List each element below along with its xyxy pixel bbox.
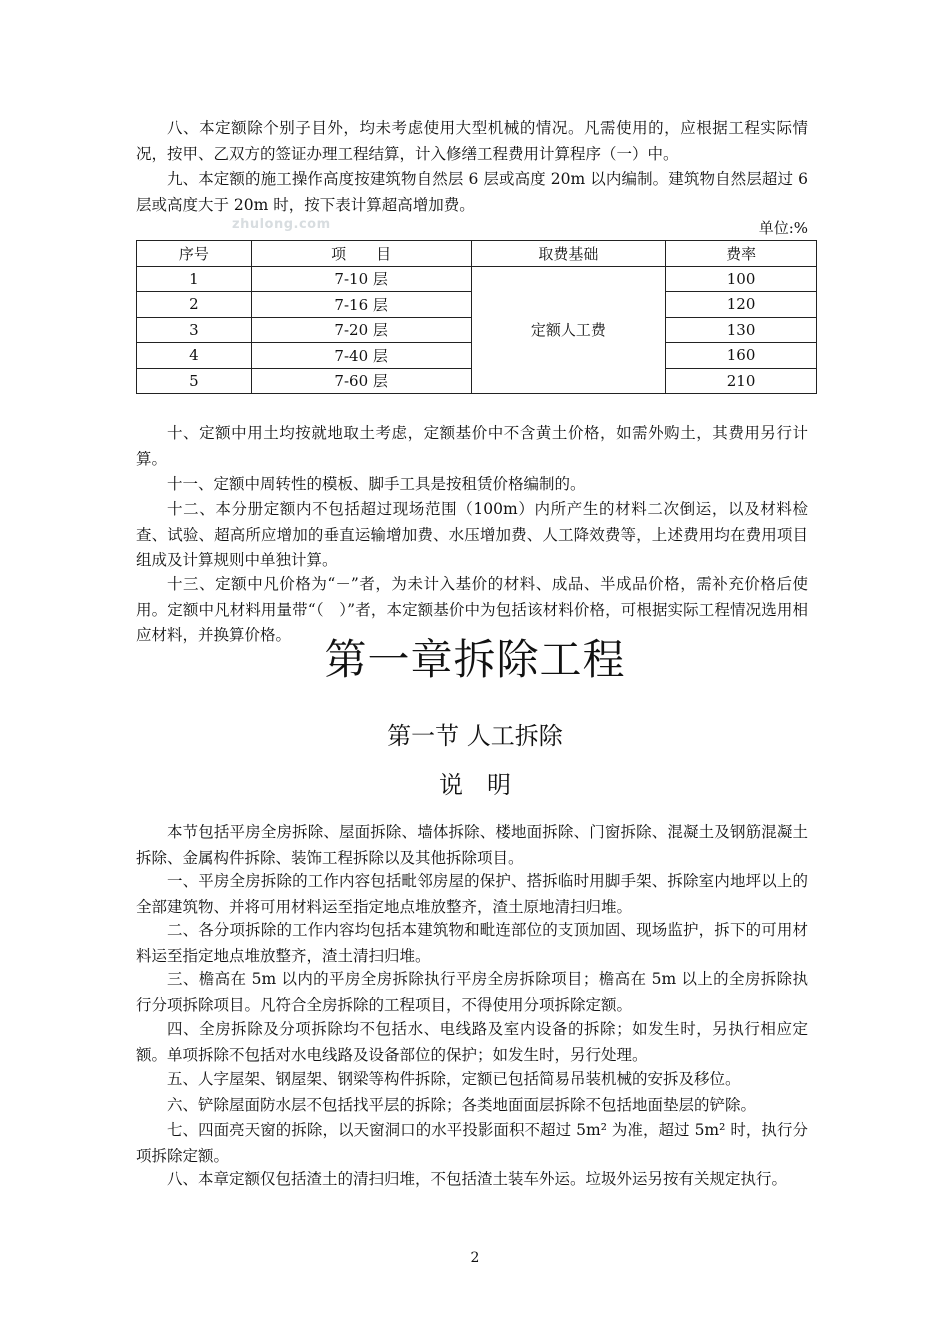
cell-rate: 130 <box>666 317 817 343</box>
cell-item: 7-16 层 <box>251 292 471 318</box>
cell-item: 7-60 层 <box>251 368 471 394</box>
paragraph-10: 十、定额中用土均按就地取土考虑，定额基价中不含黄土价格，如需外购土，其费用另行计算。 <box>136 424 808 468</box>
cell-no: 2 <box>137 292 252 318</box>
watermark: zhulong.com <box>232 217 331 232</box>
chapter-title: 第一章拆除工程 <box>324 635 626 684</box>
cell-no: 4 <box>137 343 252 369</box>
section-title: 第一节 人工拆除 <box>387 722 563 750</box>
cell-no: 3 <box>137 317 252 343</box>
cell-rate: 100 <box>666 266 817 292</box>
cell-basis: 定额人工费 <box>471 266 666 394</box>
rule-7: 七、四面亮天窗的拆除，以天窗洞口的水平投影面积不超过 5m² 为准，超过 5m² 时，执行分项拆除定额。 <box>136 1121 808 1165</box>
header-rate: 费率 <box>666 241 817 267</box>
rule-4: 四、全房拆除及分项拆除均不包括水、电线路及室内设备的拆除；如发生时，另执行相应定额。单项拆除不包括对水电线路及设备部位的保护；如发生时，另行处理。 <box>136 1020 808 1064</box>
explanation-title: 说 明 <box>439 771 511 799</box>
cell-item: 7-10 层 <box>251 266 471 292</box>
table-header-row <box>137 241 817 267</box>
header-no: 序号 <box>137 241 252 267</box>
section-intro: 本节包括平房全房拆除、屋面拆除、墙体拆除、楼地面拆除、门窗拆除、混凝土及钢筋混凝土拆除、金属构件拆除、装饰工程拆除以及其他拆除项目。 <box>136 823 808 867</box>
rule-3: 三、檐高在 5m 以内的平房全房拆除执行平房全房拆除项目；檐高在 5m 以上的全房拆除执行分项拆除项目。凡符合全房拆除的工程项目，不得使用分项拆除定额。 <box>136 970 808 1014</box>
rule-2: 二、各分项拆除的工作内容均包括本建筑物和毗连部位的支顶加固、现场监护，拆下的可用材料运至指定地点堆放整齐，渣土清扫归堆。 <box>136 921 808 965</box>
surcharge-table <box>136 240 817 394</box>
paragraph-11: 十一、定额中周转性的模板、脚手工具是按租赁价格编制的。 <box>167 475 586 493</box>
paragraph-12: 十二、本分册定额内不包括超过现场范围（100m）内所产生的材料二次倒运，以及材料检查、试验、超高所应增加的垂直运输增加费、水压增加费、人工降效费等，上述费用均在费用项目组成及计算规则中单独计算。 <box>136 500 808 569</box>
cell-no: 5 <box>137 368 252 394</box>
cell-item: 7-40 层 <box>251 343 471 369</box>
cell-rate: 160 <box>666 343 817 369</box>
paragraph-8: 八、本定额除个别子目外，均未考虑使用大型机械的情况。凡需使用的，应根据工程实际情况，按甲、乙双方的签证办理工程结算，计入修缮工程费用计算程序（一）中。 <box>136 119 808 163</box>
rule-8: 八、本章定额仅包括渣土的清扫归堆，不包括渣土装车外运。垃圾外运另按有关规定执行。 <box>167 1170 788 1188</box>
cell-rate: 210 <box>666 368 817 394</box>
paragraph-13: 十三、定额中凡价格为“－”者，为未计入基价的材料、成品、半成品价格，需补充价格后使用。定额中凡材料用量带“（ ）”者，本定额基价中为包括该材料价格，可根据实际工程情况选用相应材料，并换算价格。 <box>136 575 808 644</box>
rule-6: 六、铲除屋面防水层不包括找平层的拆除；各类地面面层拆除不包括地面垫层的铲除。 <box>167 1096 757 1114</box>
cell-rate: 120 <box>666 292 817 318</box>
paragraph-9: 九、本定额的施工操作高度按建筑物自然层 6 层或高度 20m 以内编制。建筑物自然层超过 6 层或高度大于 20m 时，按下表计算超高增加费。 <box>136 170 808 214</box>
rule-5: 五、人字屋架、钢屋架、钢梁等构件拆除，定额已包括简易吊装机械的安拆及移位。 <box>167 1070 741 1088</box>
header-item: 项 目 <box>251 241 471 267</box>
unit-label: 单位:% <box>758 219 808 237</box>
table-row <box>137 266 817 292</box>
page-number: 2 <box>470 1250 480 1266</box>
cell-item: 7-20 层 <box>251 317 471 343</box>
header-basis: 取费基础 <box>471 241 666 267</box>
cell-no: 1 <box>137 266 252 292</box>
rule-1: 一、平房全房拆除的工作内容包括毗邻房屋的保护、搭拆临时用脚手架、拆除室内地坪以上的全部建筑物、并将可用材料运至指定地点堆放整齐，渣土原地清扫归堆。 <box>136 872 808 916</box>
